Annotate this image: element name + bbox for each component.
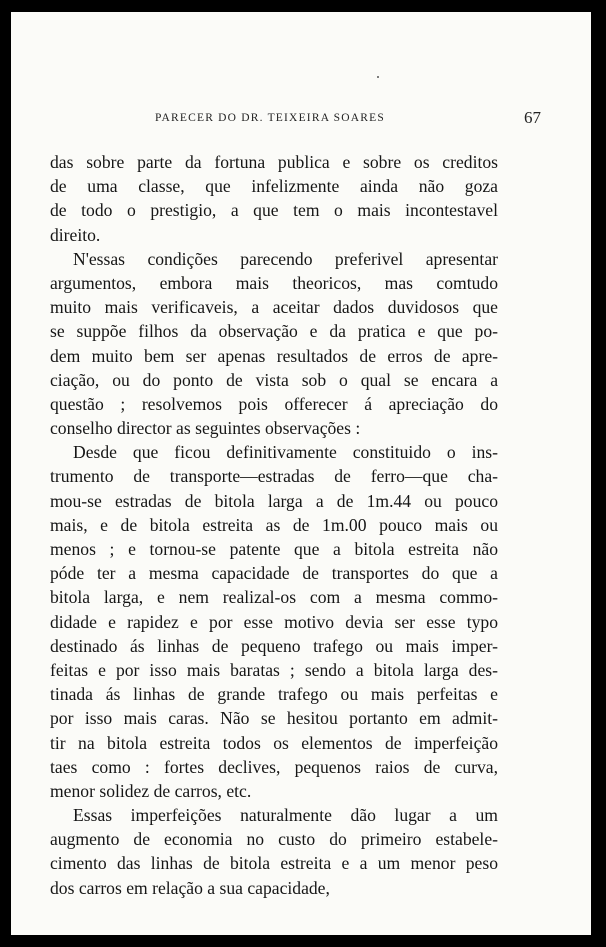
text-line: didade e rapidez e por esse motivo devia ser esse typo bbox=[50, 611, 498, 632]
text-line: Desde que ficou definitivamente constituido o ins- bbox=[73, 442, 498, 463]
text-line: direito. bbox=[50, 224, 101, 245]
text-line: dem muito bem ser apenas resultados de erros de apre- bbox=[50, 345, 498, 366]
text-line: tinada ás linhas de grande trafego ou mais perfeitas e bbox=[50, 684, 498, 705]
text-line: muito mais verificaveis, a aceitar dados duvidosos que bbox=[50, 297, 498, 318]
text-line: tir na bitola estreita todos os elementos de imperfeição bbox=[50, 732, 498, 753]
text-line: mais, e de bitola estreita as de 1m.00 pouco mais ou bbox=[50, 514, 498, 535]
body-text bbox=[50, 150, 498, 900]
text-line: augmento de economia no custo do primeiro estabele- bbox=[50, 829, 498, 850]
text-line: argumentos, embora mais theoricos, mas comtudo bbox=[50, 272, 498, 293]
book-page bbox=[11, 12, 591, 935]
text-line: conselho director as seguintes observações : bbox=[50, 418, 361, 439]
text-line: dos carros em relação a sua capacidade, bbox=[50, 877, 330, 898]
text-line: cimento das linhas de bitola estreita e a um menor peso bbox=[50, 853, 498, 874]
text-line: póde ter a mesma capacidade de transportes do que a bbox=[50, 563, 498, 584]
text-line: taes como : fortes declives, pequenos raios de curva, bbox=[50, 756, 498, 777]
text-line: bitola larga, e nem realizal-os com a mesma commo- bbox=[50, 587, 498, 608]
text-line: N'essas condições parecendo preferivel apresentar bbox=[73, 248, 498, 269]
text-line: se suppõe filhos da observação e da pratica e que po- bbox=[50, 321, 498, 342]
text-line: trumento de transporte—estradas de ferro—que cha- bbox=[50, 466, 498, 487]
text-line: feitas e por isso mais baratas ; sendo a bitola larga des- bbox=[50, 659, 498, 680]
text-line: das sobre parte da fortuna publica e sobre os creditos bbox=[50, 152, 498, 172]
print-speck bbox=[377, 76, 379, 78]
text-line: questão ; resolvemos pois offerecer á apreciação do bbox=[50, 393, 498, 414]
running-title: PARECER DO DR. TEIXEIRA SOARES bbox=[155, 112, 385, 124]
text-line: menor solidez de carros, etc. bbox=[50, 780, 252, 801]
text-line: ciação, ou do ponto de vista sob o qual se encara a bbox=[50, 369, 498, 390]
page-number: 67 bbox=[524, 108, 541, 127]
text-line: por isso mais caras. Não se hesitou portanto em admit- bbox=[50, 708, 498, 729]
text-line: mou-se estradas de bitola larga a de 1m.44 ou pouco bbox=[50, 490, 498, 511]
text-line: de uma classe, que infelizmente ainda não goza bbox=[50, 176, 498, 197]
text-line: Essas imperfeições naturalmente dão lugar a um bbox=[73, 805, 498, 826]
page-header bbox=[50, 108, 541, 131]
text-line: de todo o prestigio, a que tem o mais incontestavel bbox=[50, 200, 498, 221]
text-line: menos ; e tornou-se patente que a bitola estreita não bbox=[50, 539, 498, 559]
text-line: destinado ás linhas de pequeno trafego ou mais imper- bbox=[50, 635, 498, 656]
